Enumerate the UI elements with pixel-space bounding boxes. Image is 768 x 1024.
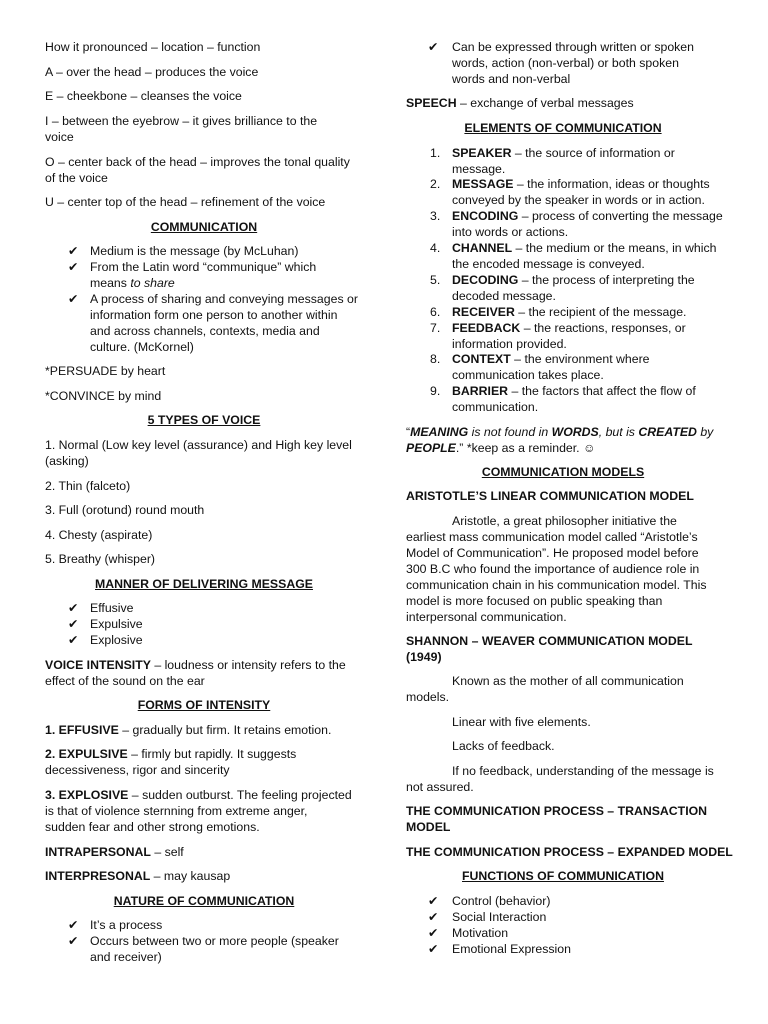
text-line: SPEECH – exchange of verbal messages [406,96,634,110]
bullet-text: information form one person to another within [90,308,338,322]
check-icon: ✔ [428,926,439,940]
list-item: the encoded message is conveyed. [452,257,645,271]
check-icon: ✔ [68,617,79,631]
section-heading: ELEMENTS OF COMMUNICATION [464,121,662,135]
paragraph-line: Model of Communication”. He proposed model before [406,546,699,560]
text-line: is that of violence sternning from extreme anger, [45,804,308,818]
text-line: A – over the head – produces the voice [45,65,259,79]
emphasis: to share [130,276,175,290]
list-item: CONTEXT – the environment where [452,352,650,366]
bullet-text: A process of sharing and conveying messages or [90,292,358,306]
list-number: 1. [430,146,441,160]
list-item: BARRIER – the factors that affect the flow of [452,384,696,398]
bullet-text: Explosive [90,633,143,647]
bullet-text: Occurs between two or more people (speaker [90,934,339,948]
bullet-text: Motivation [452,926,509,940]
list-number: 3. [430,209,441,223]
subheading: MODEL [406,820,451,834]
bullet-text: Control (behavior) [452,894,551,908]
list-number: 9. [430,384,441,398]
list-number: 8. [430,352,441,366]
text-line: 2. EXPULSIVE – firmly but rapidly. It suggests [45,747,297,761]
text-line: 4. Chesty (aspirate) [45,528,153,542]
list-item: MESSAGE – the information, ideas or thoughts [452,177,710,191]
subheading: ARISTOTLE’S LINEAR COMMUNICATION MODEL [406,489,694,503]
list-number: 2. [430,177,441,191]
text-line: (asking) [45,454,89,468]
quote-line: “MEANING is not found in WORDS, but is CREATED by [406,425,714,439]
list-item: SPEAKER – the source of information or [452,146,675,160]
bullet-text: Can be expressed through written or spoken [452,40,694,54]
text-line: E – cheekbone – cleanses the voice [45,89,242,103]
list-item: RECEIVER – the recipient of the message. [452,305,687,319]
list-item: DECODING – the process of interpreting the [452,273,695,287]
list-number: 5. [430,273,441,287]
check-icon: ✔ [68,260,79,274]
list-item: communication takes place. [452,368,604,382]
section-heading: FUNCTIONS OF COMMUNICATION [462,869,664,883]
bullet-text: means to share [90,276,175,290]
list-item: into words or actions. [452,225,569,239]
bullet-text: words, action (non-verbal) or both spoken [452,56,679,70]
list-item: information provided. [452,337,567,351]
section-heading: COMMUNICATION MODELS [481,465,645,479]
list-item: communication. [452,400,539,414]
check-icon: ✔ [68,292,79,306]
bullet-text: Expulsive [90,617,143,631]
list-item: CHANNEL – the medium or the means, in which [452,241,717,255]
paragraph-line: Aristotle, a great philosopher initiative the [452,514,677,528]
check-icon: ✔ [428,910,439,924]
paragraph-line: models. [406,690,450,704]
list-item: conveyed by the speaker in words or in action. [452,193,705,207]
bullet-text: and receiver) [90,950,162,964]
check-icon: ✔ [68,918,79,932]
check-icon: ✔ [68,633,79,647]
text-line: I – between the eyebrow – it gives brilliance to the [45,114,318,128]
section-heading: NATURE OF COMMUNICATION [113,894,295,908]
bullet-text: Medium is the message (by McLuhan) [90,244,299,258]
check-icon: ✔ [428,894,439,908]
bullet-text: Effusive [90,601,134,615]
text-line: sudden fear and other strong emotions. [45,820,260,834]
list-number: 4. [430,241,441,255]
text-line: decessiveness, rigor and sincerity [45,763,230,777]
text-line: 1. EFFUSIVE – gradually but firm. It retains emotion. [45,723,332,737]
list-item: ENCODING – process of converting the message [452,209,723,223]
list-number: 7. [430,321,441,335]
bullet-text: Emotional Expression [452,942,571,956]
bullet-text: From the Latin word “communique” which [90,260,317,274]
text-line: 1. Normal (Low key level (assurance) and High key level [45,438,352,452]
check-icon: ✔ [68,934,79,948]
paragraph-line: not assured. [406,780,474,794]
paragraph-line: Lacks of feedback. [452,739,555,753]
subheading: THE COMMUNICATION PROCESS – TRANSACTION [406,804,708,818]
paragraph-line: earliest mass communication model called “Aristotle’s [406,530,698,544]
bullet-text: words and non-verbal [452,72,571,86]
text-line: 3. EXPLOSIVE – sudden outburst. The feeling projected [45,788,352,802]
subheading: (1949) [406,650,442,664]
text-line: 5. Breathy (whisper) [45,552,156,566]
section-heading: FORMS OF INTENSITY [137,698,271,712]
section-heading: MANNER OF DELIVERING MESSAGE [95,577,313,591]
check-icon: ✔ [428,40,439,54]
check-icon: ✔ [428,942,439,956]
quote-line: PEOPLE.” *keep as a reminder. ☺ [406,441,596,455]
section-heading: 5 TYPES OF VOICE [147,413,261,427]
paragraph-line: communication chain in his communication model. This [406,578,707,592]
text-line: of the voice [45,171,108,185]
list-item: decoded message. [452,289,556,303]
section-heading: COMMUNICATION [150,220,258,234]
check-icon: ✔ [68,601,79,615]
paragraph-line: Known as the mother of all communication [452,674,684,688]
bullet-text: culture. (McKornel) [90,340,194,354]
bullet-text: It’s a process [90,918,163,932]
paragraph-line: interpersonal communication. [406,610,567,624]
text-line: U – center top of the head – refinement of the voice [45,195,326,209]
text-line: voice [45,130,74,144]
text-line: 3. Full (orotund) round mouth [45,503,205,517]
bullet-text: Social Interaction [452,910,547,924]
list-item: FEEDBACK – the reactions, responses, or [452,321,686,335]
text-line: *CONVINCE by mind [45,389,162,403]
bullet-text: and across channels, contexts, media and [90,324,320,338]
check-icon: ✔ [68,244,79,258]
list-item: message. [452,162,506,176]
subheading: SHANNON – WEAVER COMMUNICATION MODEL [406,634,693,648]
text-line: VOICE INTENSITY – loudness or intensity refers to the [45,658,346,672]
text-line: effect of the sound on the ear [45,674,205,688]
paragraph-line: 300 B.C who found the importance of audience role in [406,562,700,576]
text-line: INTRAPERSONAL – self [45,845,184,859]
paragraph-line: model is more focused on public speaking than [406,594,663,608]
paragraph-line: Linear with five elements. [452,715,591,729]
list-number: 6. [430,305,441,319]
paragraph-line: If no feedback, understanding of the message is [452,764,714,778]
text-line: 2. Thin (falceto) [45,479,131,493]
subheading: THE COMMUNICATION PROCESS – EXPANDED MODEL [406,845,733,859]
text-line: O – center back of the head – improves the tonal quality [45,155,350,169]
text-line: INTERPRESONAL – may kausap [45,869,231,883]
text-line: How it pronounced – location – function [45,40,261,54]
text-line: *PERSUADE by heart [45,364,166,378]
